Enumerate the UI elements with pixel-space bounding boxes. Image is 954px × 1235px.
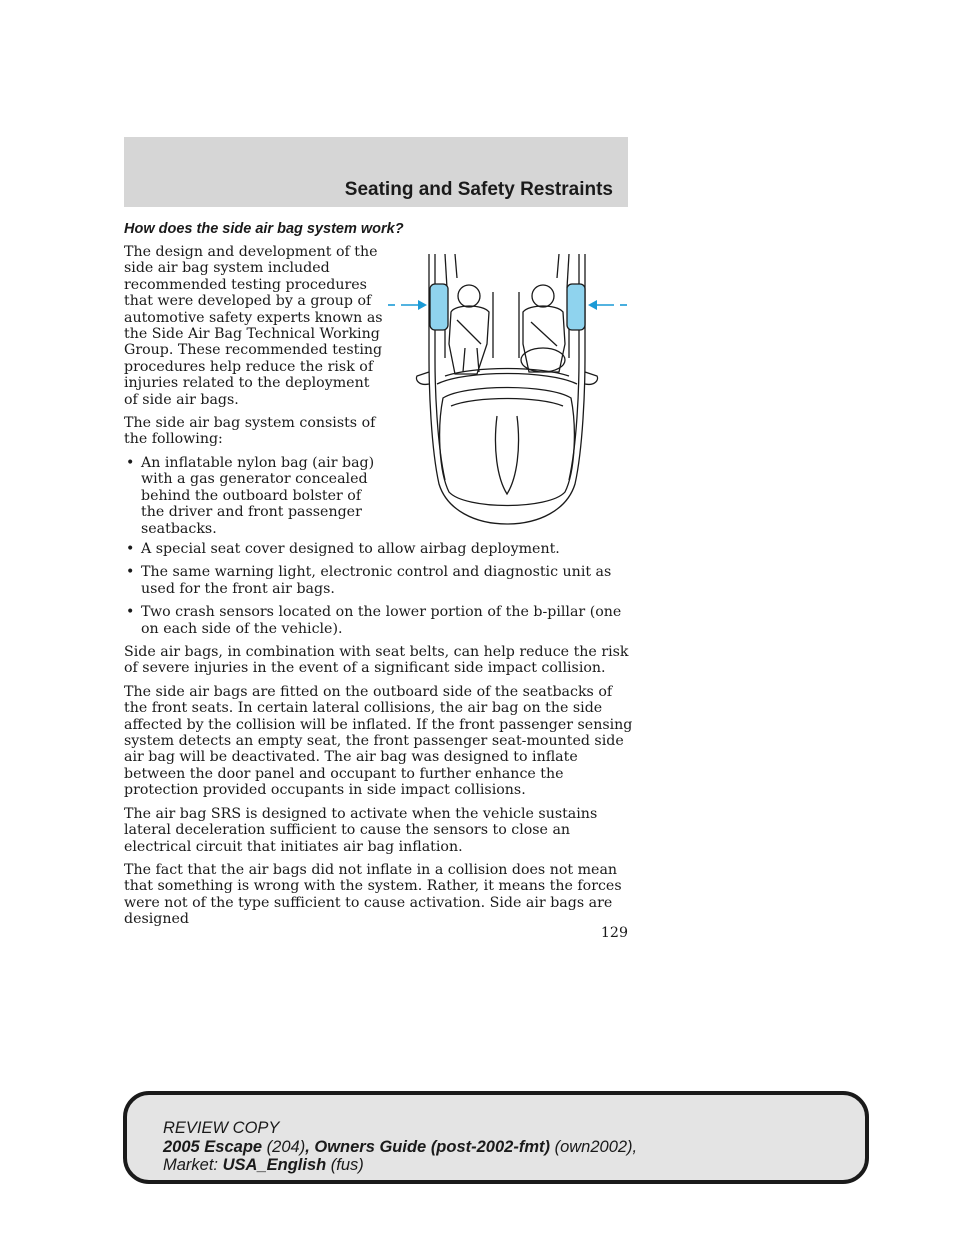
intro-paragraph: The side air bag system consists of the following: (124, 415, 376, 448)
review-copy-footer (123, 1091, 869, 1184)
footer-review-label: REVIEW COPY (163, 1119, 280, 1137)
footer-market-line (163, 1156, 637, 1175)
footer-guide: , Owners Guide (post-2002-fmt) (305, 1137, 550, 1156)
footer-market-label: Market: (163, 1156, 223, 1174)
intro-paragraph: The design and development of the side air bag system included recommended testing procedures that were developed by a group of automotive safety experts known as the Side Air Bag Technical Working Group. These recommended testing procedures help reduce the risk of injuries related to the deployment of side air bags. (124, 244, 383, 408)
list-item: • A special seat cover designed to allow airbag deployment. (124, 541, 634, 557)
header-band (124, 137, 628, 207)
bullet-list (124, 455, 386, 537)
footer-text (163, 1119, 637, 1175)
body-paragraph: The side air bags are fitted on the outboard side of the seatbacks of the front seats. In certain lateral collisions, the air bag on the side affected by the collision will be inflated. If the front passenger sensing system detects an empty seat, the front passenger seat-mounted side air bag will be deactivated. The air bag was designed to inflate between the door panel and occupant to further enhance the protection provided occupants in side impact collisions. (124, 683, 633, 799)
footer-market-code: (fus) (326, 1156, 364, 1174)
bullet-list (124, 541, 634, 637)
main-column (124, 541, 634, 935)
list-item: • An inflatable nylon bag (air bag) with a gas generator concealed behind the outboard bolster of the driver and front passenger seatbacks. (124, 455, 386, 537)
list-item: • The same warning light, electronic control and diagnostic unit as used for the front air bags. (124, 564, 634, 597)
page-number: 129 (600, 925, 628, 941)
section-subheading: How does the side air bag system work? (124, 221, 404, 237)
page-title: Seating and Safety Restraints (344, 179, 613, 200)
intro-column (124, 244, 386, 544)
footer-model-code: (204) (262, 1137, 306, 1156)
footer-model: 2005 Escape (163, 1137, 263, 1156)
footer-document-line (163, 1138, 637, 1157)
body-paragraph: The air bag SRS is designed to activate when the vehicle sustains lateral deceleration sufficient to cause the sensors to close an electrical circuit that initiates air bag inflation. (124, 805, 598, 855)
footer-guide-code: (own2002), (550, 1137, 638, 1156)
car-side-airbag-diagram-icon (385, 248, 630, 528)
footer-market: USA_English (222, 1156, 327, 1174)
list-item: • Two crash sensors located on the lower portion of the b-pillar (one on each side of the vehicle). (124, 604, 634, 637)
body-paragraph: The fact that the air bags did not inflate in a collision does not mean that something is wrong with the system. Rather, it means the forces were not of the type sufficient to cause activation. Side air bags are designed (124, 861, 622, 928)
body-paragraph: Side air bags, in combination with seat belts, can help reduce the risk of severe injuries in the event of a significant side impact collision. (124, 644, 629, 677)
